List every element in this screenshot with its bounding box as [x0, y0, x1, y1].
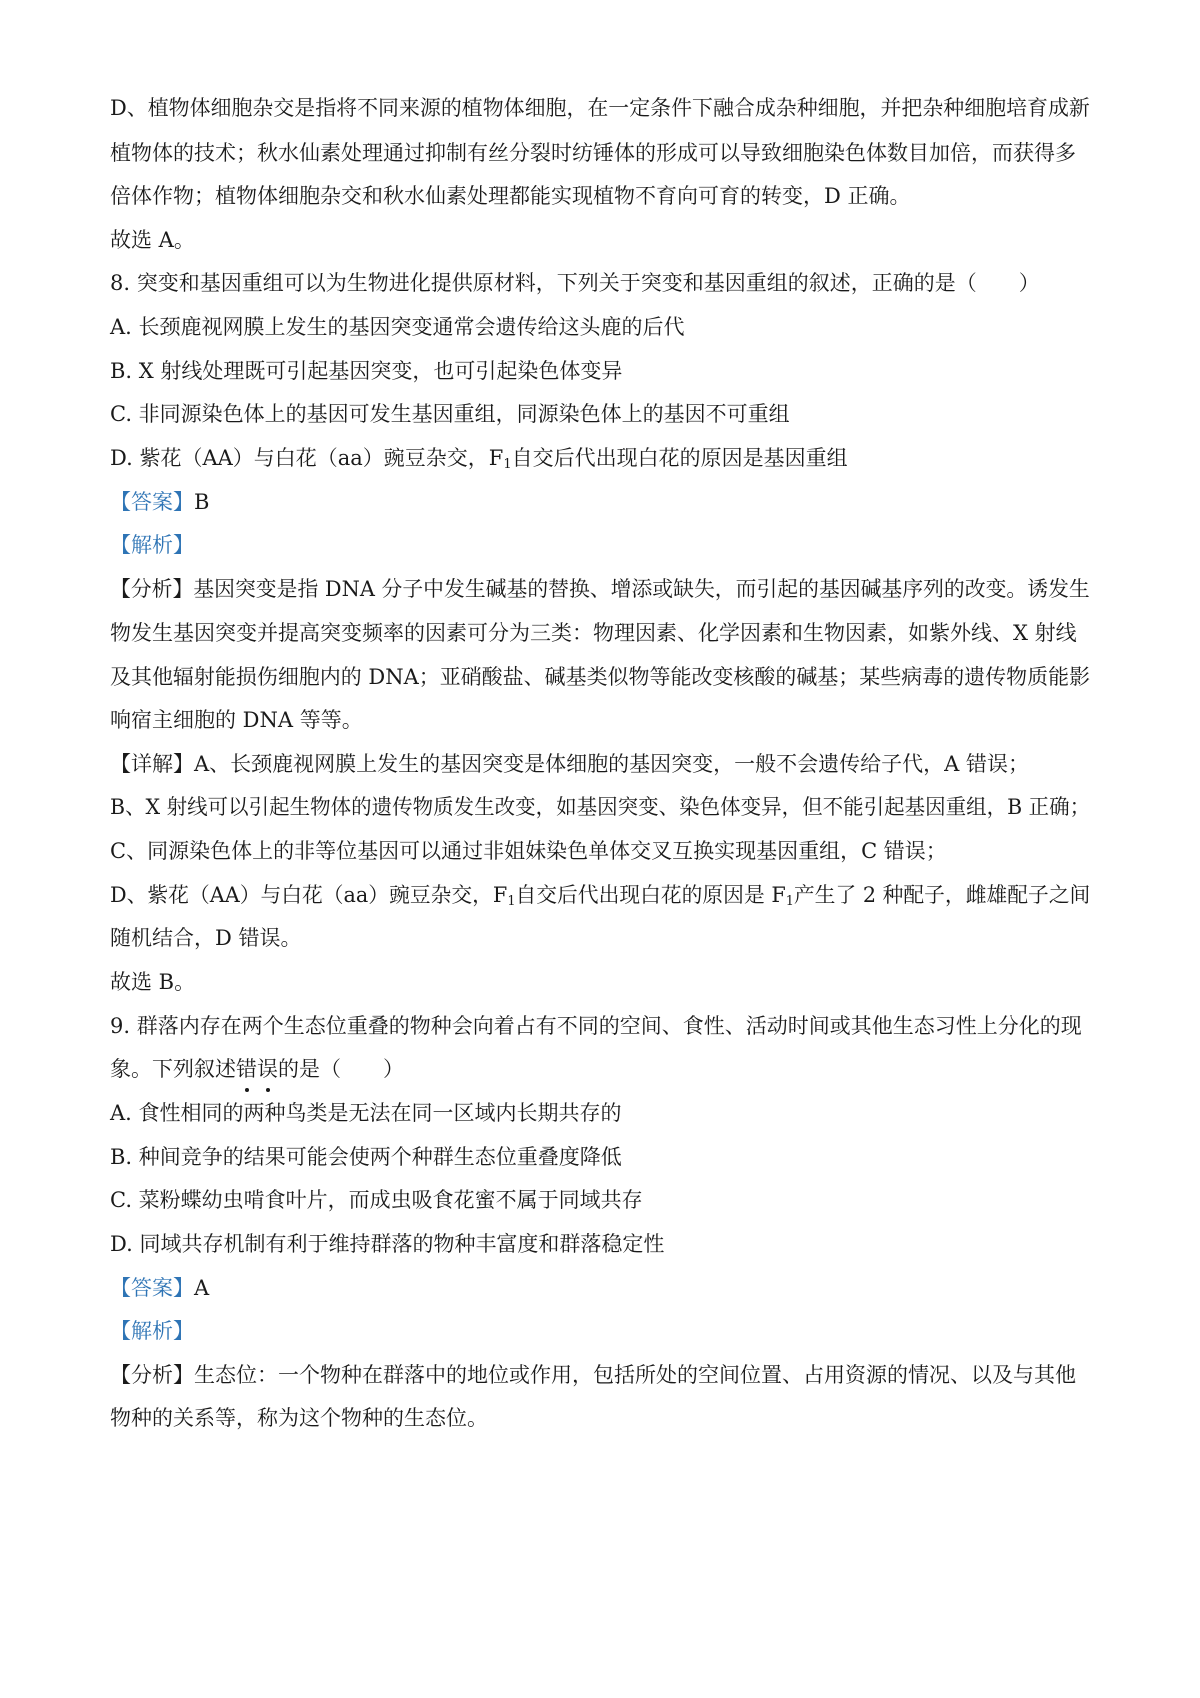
q8-option-c: C. 非同源染色体上的基因可发生基因重组，同源染色体上的基因不可重组 — [110, 402, 790, 426]
q8-fenxi-line-1 — [110, 575, 1090, 603]
q8-option-d — [110, 444, 848, 472]
q8-xiangjie-a — [110, 750, 1029, 778]
q8-xiangjie-a-text: A、长颈鹿视网膜上发生的基因突变是体细胞的基因突变，一般不会遗传给子代，A 错误； — [194, 752, 1030, 776]
q9-emphasis-char-1: 错 — [236, 1057, 257, 1081]
q8-xiangjie-b: B、X 射线可以引起生物体的遗传物质发生改变，如基因突变、染色体变异，但不能引起基因重组，B 正确； — [110, 795, 1091, 819]
q9-analysis-tag: 【解析】 — [110, 1319, 194, 1343]
q9-fenxi-line-2: 物种的关系等，称为这个物种的生态位。 — [110, 1406, 488, 1430]
q8-xiangjie-d-text-2: 自交后代出现白花的原因是 F — [515, 883, 786, 907]
q9-stem-line-2 — [110, 1055, 404, 1083]
q8-xiangjie-d-text-3: 产生了 2 种配子，雌雄配子之间 — [793, 883, 1091, 907]
q8-stem: 8. 突变和基因重组可以为生物进化提供原材料，下列关于突变和基因重组的叙述，正确的是（ ） — [110, 271, 1040, 295]
prev-option-d-line-1: D、植物体细胞杂交是指将不同来源的植物体细胞，在一定条件下融合成杂种细胞，并把杂种细胞培育成新 — [110, 96, 1090, 120]
q9-fenxi-tag: 【分析】 — [110, 1363, 194, 1387]
q8-answer-tag: 【答案】 — [110, 490, 194, 514]
q8-answer — [110, 488, 209, 516]
q8-option-b: B. X 射线处理既可引起基因突变，也可引起染色体变异 — [110, 359, 623, 383]
q9-option-b: B. 种间竞争的结果可能会使两个种群生态位重叠度降低 — [110, 1145, 622, 1169]
q9-option-a: A. 食性相同的两种鸟类是无法在同一区域内长期共存的 — [110, 1101, 622, 1125]
q8-choice: 故选 B。 — [110, 970, 196, 994]
q9-fenxi-text: 生态位：一个物种在群落中的地位或作用，包括所处的空间位置、占用资源的情况、以及与其他 — [194, 1363, 1076, 1387]
prev-choice: 故选 A。 — [110, 228, 195, 252]
q9-stem-text-end: 的是（ ） — [278, 1057, 404, 1081]
q9-option-c: C. 菜粉蝶幼虫啃食叶片，而成虫吸食花蜜不属于同域共存 — [110, 1188, 643, 1212]
q9-answer-value: A — [194, 1276, 210, 1300]
prev-option-d-line-3: 倍体作物；植物体细胞杂交和秋水仙素处理都能实现植物不育向可育的转变，D 正确。 — [110, 184, 911, 208]
q8-answer-value: B — [194, 490, 210, 514]
q8-analysis-tag: 【解析】 — [110, 533, 194, 557]
q9-emphasis-char-2: 误 — [257, 1057, 278, 1081]
q8-xiangjie-d-line-1 — [110, 881, 1090, 909]
q8-option-d-text-end: 自交后代出现白花的原因是基因重组 — [511, 446, 848, 470]
q8-option-d-text: D. 紫花（AA）与白花（aa）豌豆杂交，F — [110, 446, 504, 470]
q9-answer — [110, 1274, 209, 1302]
q8-option-d-subscript: 1 — [503, 457, 512, 472]
q9-fenxi-line-1 — [110, 1361, 1076, 1389]
q9-stem-text: 象。下列叙述 — [110, 1057, 236, 1081]
q8-fenxi-line-3: 及其他辐射能损伤细胞内的 DNA；亚硝酸盐、碱基类似物等能改变核酸的碱基；某些病毒的遗传物质能影 — [110, 665, 1091, 689]
q8-xiangjie-tag: 【详解】 — [110, 752, 194, 776]
q8-option-a: A. 长颈鹿视网膜上发生的基因突变通常会遗传给这头鹿的后代 — [110, 315, 685, 339]
q9-stem-line-1: 9. 群落内存在两个生态位重叠的物种会向着占有不同的空间、食性、活动时间或其他生态习性上分化的现 — [110, 1014, 1082, 1038]
q8-fenxi-line-4: 响宿主细胞的 DNA 等等。 — [110, 708, 363, 732]
prev-option-d-line-2: 植物体的技术；秋水仙素处理通过抑制有丝分裂时纺锤体的形成可以导致细胞染色体数目加倍，而获得多 — [110, 141, 1076, 165]
q8-fenxi-line-2: 物发生基因突变并提高突变频率的因素可分为三类：物理因素、化学因素和生物因素，如紫外线、X 射线 — [110, 621, 1077, 645]
q9-answer-tag: 【答案】 — [110, 1276, 194, 1300]
q8-xiangjie-d-line-2: 随机结合，D 错误。 — [110, 926, 302, 950]
q8-xiangjie-d-text-1: D、紫花（AA）与白花（aa）豌豆杂交，F — [110, 883, 508, 907]
q8-fenxi-text: 基因突变是指 DNA 分子中发生碱基的替换、增添或缺失，而引起的基因碱基序列的改变。诱发生 — [193, 577, 1090, 601]
q8-xiangjie-c: C、同源染色体上的非等位基因可以通过非姐妹染色单体交叉互换实现基因重组，C 错误； — [110, 839, 947, 863]
q9-option-d: D. 同域共存机制有利于维持群落的物种丰富度和群落稳定性 — [110, 1232, 665, 1256]
q8-fenxi-tag: 【分析】 — [110, 577, 194, 601]
q8-xiangjie-d-subscript-2: 1 — [785, 894, 794, 909]
q8-xiangjie-d-subscript-1: 1 — [507, 894, 516, 909]
